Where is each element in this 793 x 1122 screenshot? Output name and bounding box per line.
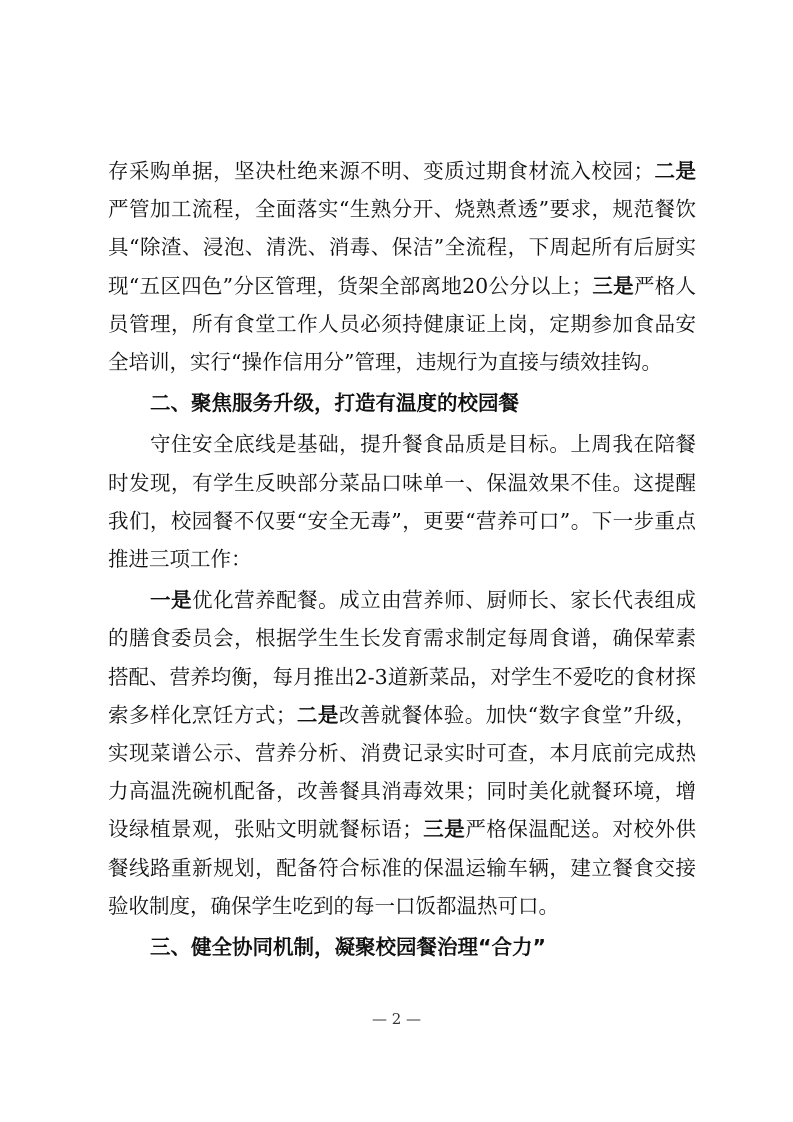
- paragraph-text: 改善就餐体验。加快“数字食堂”升级，实现菜谱公示、营养分析、消费记录实时可查，本月底前完成热力高温洗碗机配备，改善餐具消毒效果；同时美化就餐环境，增设绿植景观，张贴文明就餐标语；: [108, 702, 697, 842]
- paragraph-text: 优化营养配餐。成立由营养师、厨师长、家长代表组成的膳食委员会，根据学生生长发育需求制定每周食谱，确保荤素搭配、营养均衡，每月推出2-3道新菜品，对学生不爱吃的食材探索多样化烹饪方式；: [108, 588, 697, 727]
- page-number: — 2 —: [371, 1010, 422, 1028]
- section-heading-3: 三、健全协同机制，凝聚校园餐治理“合力”: [150, 935, 546, 960]
- paragraph-three-tasks: [108, 581, 696, 925]
- emphasis-label: 三是: [422, 817, 466, 842]
- paragraph-text: 严管加工流程，全面落实“生熟分开、烧熟煮透”要求，规范餐饮具“除渣、浸泡、清洗、消毒、保洁”全流程，下周起所有后厨实现“五区四色”分区管理，货架全部离地20公分以上；: [108, 197, 696, 298]
- emphasis-label: 三是: [592, 273, 634, 298]
- paragraph-text: 严格保温配送。对校外供餐线路重新规划，配备符合标准的保温运输车辆，建立餐食交接验收制度，确保学生吃到的每一口饭都温热可口。: [108, 817, 697, 918]
- document-body: [108, 152, 696, 966]
- emphasis-label: 二是: [653, 159, 697, 183]
- section-heading-2: 二、聚焦服务升级，打造有温度的校园餐: [150, 391, 519, 416]
- paragraph-procurement-management: [108, 152, 696, 381]
- paragraph-text: 严格人员管理，所有食堂工作人员必须持健康证上岗，定期参加食品安全培训，实行“操作信用分”管理，违规行为直接与绩效挂钩。: [108, 273, 697, 375]
- paragraph-text: 存采购单据，坚决杜绝来源不明、变质过期食材流入校园；: [108, 159, 654, 183]
- paragraph-service-intro: 守住安全底线是基础，提升餐食品质是目标。上周我在陪餐时发现，有学生反映部分菜品口味单一、保温效果不佳。这提醒我们，校园餐不仅要“安全无毒”，更要“营养可口”。下一步重点推进三项工作：: [108, 432, 696, 572]
- emphasis-label: 二是: [296, 702, 339, 727]
- emphasis-label: 一是: [150, 588, 193, 613]
